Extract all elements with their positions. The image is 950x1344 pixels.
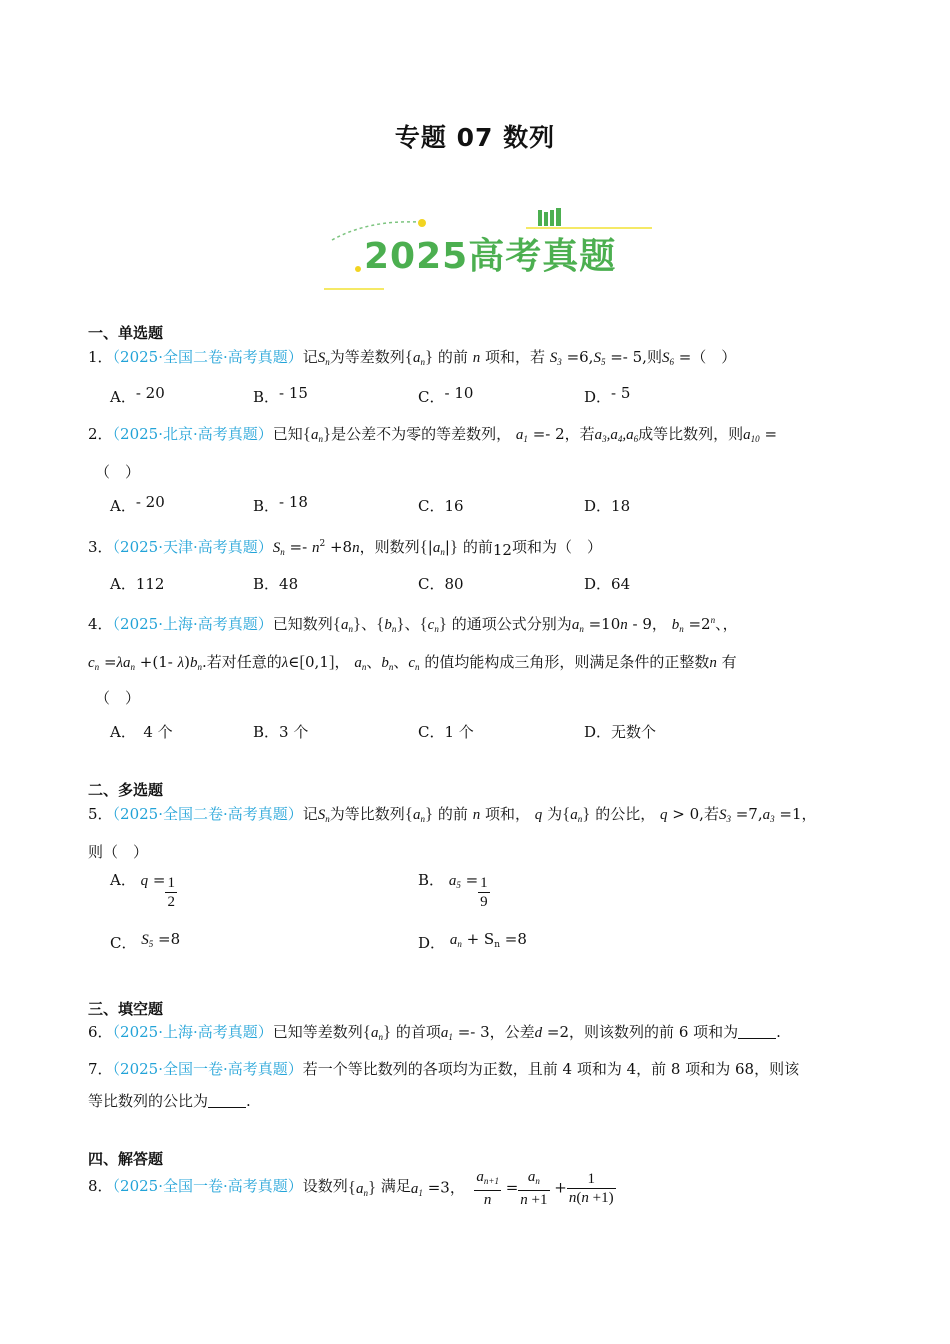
question-text: 的前 <box>437 348 468 366</box>
banner-title: 2025高考真题 <box>364 236 617 277</box>
option-label: C． <box>418 388 445 406</box>
option-value: - 15 <box>279 384 308 402</box>
answer-blank[interactable] <box>208 1093 246 1108</box>
question-text: 已知数列 <box>272 615 333 633</box>
banner-dot <box>355 266 361 272</box>
option-a[interactable]: A． q = $\frac{1}{2}$ <box>110 870 175 910</box>
option-b[interactable]: B．48 <box>253 575 299 593</box>
question-source: （2025·全国二卷·高考真题） <box>112 348 303 366</box>
option-a[interactable] <box>110 386 165 407</box>
question-text: 12 <box>492 541 512 559</box>
question-number: 1． <box>88 348 113 366</box>
option-label: A． <box>110 870 136 889</box>
answer-blank[interactable] <box>738 1024 776 1039</box>
question-text: 、 <box>393 653 409 671</box>
question-text: ，则该数列的前 6 项和为 <box>569 1023 739 1041</box>
question-text: 若 <box>703 805 719 823</box>
banner <box>318 200 658 300</box>
question-2: 2．（2025·北京·高考真题）已知$\{a_n\}$是公差不为零的等差数列， $a_1 =- 2$，若$a_3,a_4,a_6$成等比数列，则$a_{10}$ = <box>88 424 778 444</box>
question-text: 记 <box>302 348 318 366</box>
option-value: - 10 <box>444 384 474 402</box>
question-number: 3． <box>88 538 113 556</box>
question-2-paren: （ ） <box>95 463 141 481</box>
question-text: ，公差 <box>489 1023 535 1041</box>
option-d[interactable]: D． $a_n + S_n =8$ <box>418 930 527 952</box>
question-text: .若对任意的 <box>201 653 282 671</box>
question-text: 记 <box>302 805 318 823</box>
option-label: B． <box>253 388 280 406</box>
section-heading: 二、多选题 <box>88 781 164 799</box>
question-text: 的通项公式分别为 <box>451 615 572 633</box>
question-source: （2025·天津·高考真题） <box>112 538 273 556</box>
question-text: . <box>776 1023 781 1041</box>
option-value: - 18 <box>279 493 308 511</box>
question-text: 满足 <box>380 1176 411 1195</box>
question-text: 则 <box>646 348 662 366</box>
question-source: （2025·全国一卷·高考真题） <box>112 1176 303 1195</box>
question-text: （ ） <box>691 348 737 366</box>
option-label: B． <box>418 870 445 889</box>
question-number: 2． <box>88 425 113 443</box>
question-text: 、 <box>366 653 382 671</box>
question-1: 1．（2025·全国二卷·高考真题）记$S_n$为等差数列$\{a_n\}$ 的前 n 项和，若 $S_3 =6,S_5 =- 5$,则$S_6$ =（ ） <box>88 347 737 367</box>
question-5-paren: 则（ ） <box>88 843 149 861</box>
section-heading: 一、单选题 <box>88 324 164 342</box>
question-text: 的公比， <box>595 805 656 823</box>
question-6: 6．（2025·上海·高考真题）已知等差数列$\{a_n\}$ 的首项$a_1 =- 3$，公差d =2，则该数列的前 6 项和为 . <box>88 1022 781 1042</box>
question-4-line2: $c_n =\lambda a_n +(1-$ $\lambda)b_n$.若对任意的λ∈[0,1]， $a_n$、$b_n$、$c_n$ 的值均能构成三角形，则满足条件的正整数n 有 <box>88 652 737 672</box>
question-4-paren: （ ） <box>95 689 141 707</box>
question-5: 5．（2025·全国二卷·高考真题）记$S_n$为等比数列$\{a_n\}$ 的前 n 项和， q 为$\{a_n\}$ 的公比， q > 0,若$S_3 =7,a_3 =1$， <box>88 804 817 824</box>
question-text: 成等比数列，则 <box>638 425 744 443</box>
question-text: 的前 <box>462 538 493 556</box>
option-d[interactable]: D．64 <box>584 575 631 593</box>
question-text: 等比数列的公比为 <box>88 1092 209 1110</box>
question-3: 3．（2025·天津·高考真题）$S_n =- n^2 +8n$，则数列$\{|a_n|\}$ 的前12项和为（ ） <box>88 537 602 559</box>
question-source: （2025·上海·高考真题） <box>112 1023 273 1041</box>
question-text: 的值均能构成三角形，则满足条件的正整数 <box>424 653 710 671</box>
question-4: 4．（2025·上海·高考真题）已知数列$\{a_n\}$、$\{b_n\}$、$\{c_n\}$ 的通项公式分别为$a_n =10n - 9$， $b_n =2^n$、， <box>88 614 738 634</box>
question-text: 若一个等比数列的各项均为正数，且前 4 项和为 4，前 8 项和为 68，则该 <box>302 1060 800 1078</box>
question-text: 、 <box>404 615 420 633</box>
option-value: - 20 <box>135 384 165 402</box>
question-source: （2025·北京·高考真题） <box>112 425 273 443</box>
option-d[interactable] <box>584 386 630 407</box>
option-d[interactable]: D．无数个 <box>584 723 657 741</box>
question-source: （2025·上海·高考真题） <box>112 615 273 633</box>
question-text: 项和为（ ） <box>511 538 602 556</box>
question-source: （2025·全国二卷·高考真题） <box>112 805 303 823</box>
page-title: 专题 07 数列 <box>394 123 556 152</box>
question-text: ， <box>651 615 667 633</box>
question-text: 的前 <box>437 805 468 823</box>
banner-dot <box>418 219 426 227</box>
question-number: 6． <box>88 1023 113 1041</box>
option-a[interactable] <box>110 495 165 516</box>
question-7-line2 <box>88 1091 251 1111</box>
option-b[interactable] <box>253 495 308 516</box>
question-text: 、， <box>715 615 738 633</box>
question-text: 为等比数列 <box>329 805 405 823</box>
question-number: 8． <box>88 1176 113 1195</box>
option-label: A． <box>110 388 136 406</box>
question-text: 的首项 <box>395 1023 441 1041</box>
question-text: 已知等差数列 <box>272 1023 363 1041</box>
option-c[interactable]: C．80 <box>418 575 464 593</box>
option-a[interactable]: A． 4 个 <box>110 723 173 741</box>
question-8: 8．（2025·全国一卷·高考真题）设数列$\{a_n\}$ 满足$a_1 =3$， $\frac{a_{n+1}}{n}$ = $\frac{a_n}{n +1}$ + $\frac{1}{n(n +1)}$ <box>88 1169 614 1208</box>
option-c[interactable]: C．16 <box>418 497 464 515</box>
question-number: 7． <box>88 1060 113 1078</box>
question-text: 有 <box>721 653 737 671</box>
section-heading: 四、解答题 <box>88 1150 164 1168</box>
option-value: - 20 <box>135 493 165 511</box>
books-icon <box>556 208 561 226</box>
question-text: 为等差数列 <box>329 348 405 366</box>
question-number: 5． <box>88 805 113 823</box>
option-label: A． <box>110 497 136 515</box>
option-c[interactable] <box>418 386 473 407</box>
option-b[interactable] <box>253 386 308 407</box>
option-b[interactable]: B． $a_5$ = $\frac{1}{9}$ <box>418 870 488 910</box>
question-text: 已知 <box>272 425 303 443</box>
option-d[interactable]: D．18 <box>584 497 631 515</box>
question-text: ， <box>334 653 350 671</box>
question-text: ，若 <box>564 425 595 443</box>
question-text: . <box>246 1092 251 1110</box>
question-text: 、 <box>361 615 377 633</box>
question-text: ， <box>449 1178 465 1197</box>
question-source: （2025·全国一卷·高考真题） <box>112 1060 303 1078</box>
option-label: C． <box>110 934 137 952</box>
question-text: 为 <box>547 805 563 823</box>
option-a[interactable]: A．112 <box>110 575 165 593</box>
option-label: D． <box>418 934 446 952</box>
question-text: 是公差不为零的等差数列， <box>331 425 512 443</box>
section-heading: 三、填空题 <box>88 1000 164 1018</box>
option-b[interactable]: B．3 个 <box>253 723 309 741</box>
option-c[interactable]: C． $S_5 =8$ <box>110 930 181 952</box>
question-text: 项和，若 <box>485 348 546 366</box>
option-value: - 5 <box>611 384 631 402</box>
option-label: D． <box>584 388 612 406</box>
question-number: 4． <box>88 615 113 633</box>
question-text: 设数列 <box>302 1176 348 1195</box>
question-text: 项和， <box>485 805 531 823</box>
question-text: ，则数列 <box>359 538 420 556</box>
option-c[interactable]: C．1 个 <box>418 723 474 741</box>
question-7 <box>88 1059 799 1079</box>
option-label: B． <box>253 497 280 515</box>
